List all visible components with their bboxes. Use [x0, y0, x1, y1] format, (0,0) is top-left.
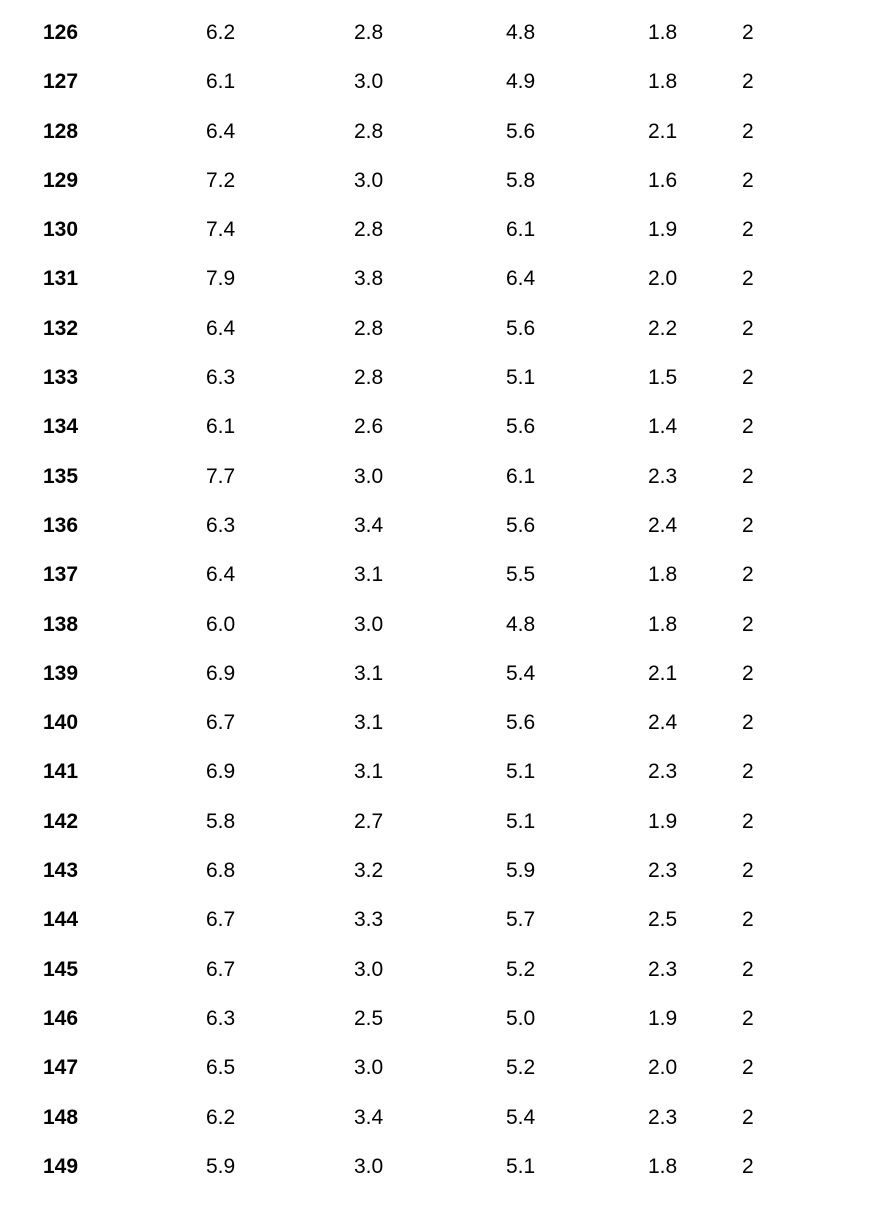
- value-cell-1: 6.2: [206, 1105, 236, 1129]
- table-row: [0, 946, 870, 995]
- row-id-cell: 143: [43, 859, 79, 883]
- value-cell-2: 2.6: [354, 415, 384, 439]
- table-row: [0, 157, 870, 206]
- value-cell-3: 5.7: [506, 908, 536, 932]
- value-cell-5: 2: [742, 957, 754, 981]
- value-cell-4: 1.5: [648, 366, 678, 390]
- value-cell-3: 5.2: [506, 1056, 536, 1080]
- value-cell-1: 7.4: [206, 218, 236, 242]
- value-cell-1: 6.3: [206, 1006, 236, 1030]
- row-id-cell: 149: [43, 1154, 79, 1178]
- row-id-cell: 139: [43, 661, 79, 685]
- value-cell-5: 2: [742, 21, 754, 44]
- row-id-cell: 141: [43, 760, 79, 784]
- table-row: [0, 1143, 870, 1192]
- row-id-cell: 135: [43, 464, 79, 488]
- table-row: [0, 798, 870, 847]
- row-id-cell: 144: [43, 908, 79, 932]
- row-id-cell: 134: [43, 415, 79, 439]
- row-id-cell: 130: [43, 218, 79, 242]
- table-row: [0, 748, 870, 797]
- row-id-cell: 137: [43, 563, 79, 587]
- row-id-cell: 136: [43, 513, 79, 537]
- value-cell-2: 2.8: [354, 316, 384, 340]
- value-cell-1: 6.4: [206, 316, 236, 340]
- value-cell-5: 2: [742, 809, 754, 833]
- value-cell-4: 2.1: [648, 661, 678, 685]
- value-cell-5: 2: [742, 70, 754, 94]
- row-id-cell: 142: [43, 809, 79, 833]
- value-cell-5: 2: [742, 1056, 754, 1080]
- value-cell-2: 3.2: [354, 859, 384, 883]
- value-cell-2: 3.1: [354, 711, 384, 735]
- value-cell-3: 5.6: [506, 119, 536, 143]
- value-cell-3: 5.4: [506, 661, 536, 685]
- value-cell-2: 3.8: [354, 267, 384, 291]
- value-cell-5: 2: [742, 218, 754, 242]
- value-cell-3: 5.1: [506, 1154, 536, 1178]
- row-id-cell: 140: [43, 711, 79, 735]
- value-cell-2: 3.1: [354, 661, 384, 685]
- table-row: [0, 403, 870, 452]
- value-cell-5: 2: [742, 908, 754, 932]
- value-cell-4: 2.5: [648, 908, 678, 932]
- value-cell-1: 5.8: [206, 809, 236, 833]
- row-id-cell: 126: [43, 21, 79, 44]
- value-cell-3: 5.1: [506, 809, 536, 833]
- value-cell-5: 2: [742, 119, 754, 143]
- value-cell-1: 6.7: [206, 957, 236, 981]
- table-row: [0, 995, 870, 1044]
- value-cell-1: 7.2: [206, 168, 236, 192]
- value-cell-3: 4.9: [506, 70, 536, 94]
- value-cell-3: 6.1: [506, 464, 536, 488]
- value-cell-2: 3.0: [354, 1056, 384, 1080]
- value-cell-2: 3.0: [354, 957, 384, 981]
- value-cell-4: 2.2: [648, 316, 678, 340]
- row-id-cell: 145: [43, 957, 79, 981]
- value-cell-1: 5.9: [206, 1154, 236, 1178]
- table-row: [0, 1044, 870, 1093]
- value-cell-2: 2.8: [354, 366, 384, 390]
- value-cell-2: 2.5: [354, 1006, 384, 1030]
- value-cell-5: 2: [742, 760, 754, 784]
- value-cell-4: 1.8: [648, 563, 678, 587]
- value-cell-5: 2: [742, 415, 754, 439]
- row-id-cell: 129: [43, 168, 79, 192]
- value-cell-4: 2.4: [648, 711, 678, 735]
- table-row: [0, 305, 870, 354]
- value-cell-4: 2.0: [648, 1056, 678, 1080]
- value-cell-1: 6.9: [206, 661, 236, 685]
- value-cell-4: 1.8: [648, 21, 678, 44]
- value-cell-4: 2.4: [648, 513, 678, 537]
- value-cell-1: 6.9: [206, 760, 236, 784]
- value-cell-4: 2.3: [648, 760, 678, 784]
- value-cell-1: 6.1: [206, 415, 236, 439]
- value-cell-3: 5.2: [506, 957, 536, 981]
- row-id-cell: 128: [43, 119, 79, 143]
- row-id-cell: 146: [43, 1006, 79, 1030]
- value-cell-4: 1.6: [648, 168, 678, 192]
- value-cell-2: 3.0: [354, 464, 384, 488]
- table-row: [0, 1094, 870, 1143]
- value-cell-4: 2.3: [648, 957, 678, 981]
- table-row: [0, 9, 870, 58]
- row-id-cell: 127: [43, 70, 79, 94]
- row-id-cell: 147: [43, 1056, 79, 1080]
- value-cell-2: 2.8: [354, 21, 384, 44]
- value-cell-4: 2.3: [648, 464, 678, 488]
- row-id-cell: 132: [43, 316, 79, 340]
- table-row: [0, 108, 870, 157]
- table-row: [0, 601, 870, 650]
- value-cell-1: 6.8: [206, 859, 236, 883]
- value-cell-4: 1.9: [648, 809, 678, 833]
- value-cell-1: 6.3: [206, 513, 236, 537]
- value-cell-1: 6.3: [206, 366, 236, 390]
- table-row: [0, 354, 870, 403]
- table-row: [0, 58, 870, 107]
- value-cell-4: 1.9: [648, 1006, 678, 1030]
- value-cell-4: 2.3: [648, 859, 678, 883]
- value-cell-2: 3.1: [354, 563, 384, 587]
- table-row: [0, 896, 870, 945]
- value-cell-4: 2.1: [648, 119, 678, 143]
- value-cell-2: 3.1: [354, 760, 384, 784]
- value-cell-2: 3.0: [354, 168, 384, 192]
- value-cell-2: 3.0: [354, 1154, 384, 1178]
- value-cell-3: 6.4: [506, 267, 536, 291]
- value-cell-5: 2: [742, 661, 754, 685]
- value-cell-4: 1.8: [648, 612, 678, 636]
- value-cell-1: 6.5: [206, 1056, 236, 1080]
- value-cell-5: 2: [742, 316, 754, 340]
- value-cell-1: 7.9: [206, 267, 236, 291]
- value-cell-5: 2: [742, 168, 754, 192]
- value-cell-5: 2: [742, 513, 754, 537]
- value-cell-3: 5.4: [506, 1105, 536, 1129]
- value-cell-2: 3.4: [354, 513, 384, 537]
- value-cell-3: 4.8: [506, 612, 536, 636]
- value-cell-5: 2: [742, 612, 754, 636]
- value-cell-5: 2: [742, 366, 754, 390]
- data-table: [0, 9, 870, 1192]
- value-cell-1: 6.7: [206, 711, 236, 735]
- value-cell-1: 6.4: [206, 563, 236, 587]
- value-cell-2: 3.3: [354, 908, 384, 932]
- value-cell-1: 6.2: [206, 21, 236, 44]
- value-cell-2: 2.7: [354, 809, 384, 833]
- value-cell-3: 4.8: [506, 21, 536, 44]
- value-cell-2: 2.8: [354, 218, 384, 242]
- value-cell-5: 2: [742, 1006, 754, 1030]
- value-cell-5: 2: [742, 1154, 754, 1178]
- value-cell-5: 2: [742, 711, 754, 735]
- value-cell-4: 1.8: [648, 1154, 678, 1178]
- value-cell-5: 2: [742, 563, 754, 587]
- value-cell-1: 6.0: [206, 612, 236, 636]
- value-cell-3: 6.1: [506, 218, 536, 242]
- value-cell-3: 5.1: [506, 366, 536, 390]
- value-cell-3: 5.6: [506, 513, 536, 537]
- row-id-cell: 138: [43, 612, 79, 636]
- table-row: [0, 502, 870, 551]
- value-cell-5: 2: [742, 267, 754, 291]
- value-cell-2: 3.0: [354, 70, 384, 94]
- table-row: [0, 453, 870, 502]
- value-cell-3: 5.0: [506, 1006, 536, 1030]
- value-cell-2: 2.8: [354, 119, 384, 143]
- table-row: [0, 650, 870, 699]
- value-cell-4: 1.9: [648, 218, 678, 242]
- value-cell-3: 5.8: [506, 168, 536, 192]
- value-cell-3: 5.5: [506, 563, 536, 587]
- value-cell-5: 2: [742, 464, 754, 488]
- row-id-cell: 131: [43, 267, 79, 291]
- value-cell-3: 5.6: [506, 711, 536, 735]
- value-cell-1: 6.7: [206, 908, 236, 932]
- table-row: [0, 206, 870, 255]
- value-cell-1: 6.1: [206, 70, 236, 94]
- table-row: [0, 699, 870, 748]
- value-cell-4: 1.4: [648, 415, 678, 439]
- value-cell-4: 2.0: [648, 267, 678, 291]
- value-cell-3: 5.6: [506, 316, 536, 340]
- value-cell-3: 5.6: [506, 415, 536, 439]
- value-cell-4: 1.8: [648, 70, 678, 94]
- value-cell-5: 2: [742, 859, 754, 883]
- row-id-cell: 148: [43, 1105, 79, 1129]
- table-row: [0, 255, 870, 304]
- value-cell-3: 5.9: [506, 859, 536, 883]
- value-cell-3: 5.1: [506, 760, 536, 784]
- table-row: [0, 847, 870, 896]
- row-id-cell: 133: [43, 366, 79, 390]
- value-cell-2: 3.0: [354, 612, 384, 636]
- value-cell-5: 2: [742, 1105, 754, 1129]
- value-cell-1: 6.4: [206, 119, 236, 143]
- value-cell-2: 3.4: [354, 1105, 384, 1129]
- table-row: [0, 551, 870, 600]
- value-cell-1: 7.7: [206, 464, 236, 488]
- value-cell-4: 2.3: [648, 1105, 678, 1129]
